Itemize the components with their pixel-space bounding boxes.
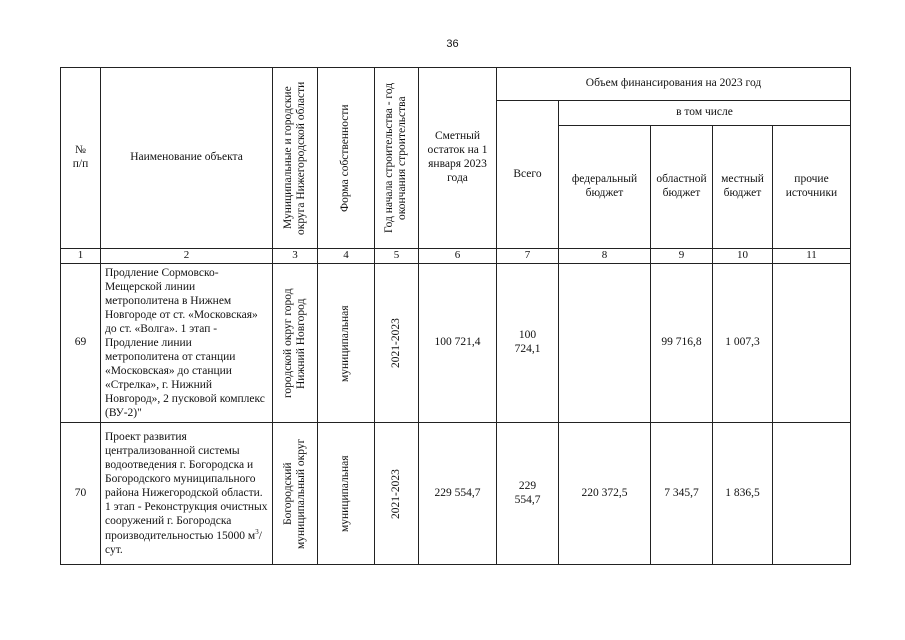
header-name: Наименование объекта	[101, 68, 273, 249]
header-num: № п/п	[61, 68, 101, 249]
header-row-1	[61, 68, 851, 101]
row-years: 2021-2023	[375, 264, 419, 423]
row-ownership: муниципальная	[318, 423, 375, 565]
col-number: 3	[273, 249, 318, 264]
header-municipality: Муниципальные и городские округа Нижегородской области	[273, 68, 318, 249]
column-numbers-row	[61, 249, 851, 264]
header-local: местный бюджет	[713, 126, 773, 249]
row-other	[773, 264, 851, 423]
col-number: 6	[419, 249, 497, 264]
header-regional: областной бюджет	[651, 126, 713, 249]
table-row	[61, 264, 851, 423]
row-ownership: муниципальная	[318, 264, 375, 423]
col-number: 9	[651, 249, 713, 264]
col-number: 4	[318, 249, 375, 264]
col-number: 2	[101, 249, 273, 264]
object-name: Проект развития централизованной системы водоотведения г. Богородска и Богородского муниципального района Нижегородской области. 1 этап - Реконструкция очистных сооружений г. Богородска производительностью 15000 $м^3$/сут.	[101, 423, 273, 565]
header-federal: федеральный бюджет	[559, 126, 651, 249]
row-local: 1 836,5	[713, 423, 773, 565]
header-total: Всего	[497, 101, 559, 249]
row-estimate: 100 721,4	[419, 264, 497, 423]
table-row	[61, 423, 851, 565]
col-number: 5	[375, 249, 419, 264]
row-num: 70	[61, 423, 101, 565]
row-total: 100 724,1	[497, 264, 559, 423]
row-regional: 99 716,8	[651, 264, 713, 423]
col-number: 8	[559, 249, 651, 264]
page-number: 36	[446, 38, 459, 50]
row-municipality: Богородский муниципальный округ	[273, 423, 318, 565]
object-name: Продление Сормовско-Мещерской линии метрополитена в Нижнем Новгороде от ст. «Московская» до ст. «Волга». 1 этап - Продление линии метрополитена от станции «Московская» до станции «Стрелка», г. Нижний Новгород», 2 пусковой комплекс (ВУ-2)"	[101, 264, 273, 423]
row-years: 2021-2023	[375, 423, 419, 565]
header-including: в том числе	[559, 101, 851, 126]
row-regional: 7 345,7	[651, 423, 713, 565]
header-estimate: Сметный остаток на 1 января 2023 года	[419, 68, 497, 249]
financing-table	[60, 67, 851, 565]
row-local: 1 007,3	[713, 264, 773, 423]
row-estimate: 229 554,7	[419, 423, 497, 565]
row-total: 229 554,7	[497, 423, 559, 565]
header-years: Год начала строительства - год окончания строительства	[375, 68, 419, 249]
row-num: 69	[61, 264, 101, 423]
row-other	[773, 423, 851, 565]
row-municipality: городской округ город Нижний Новгород	[273, 264, 318, 423]
header-ownership: Форма собственности	[318, 68, 375, 249]
header-other: прочие источники	[773, 126, 851, 249]
col-number: 10	[713, 249, 773, 264]
row-federal: 220 372,5	[559, 423, 651, 565]
row-federal	[559, 264, 651, 423]
col-number: 7	[497, 249, 559, 264]
col-number: 11	[773, 249, 851, 264]
col-number: 1	[61, 249, 101, 264]
header-financing: Объем финансирования на 2023 год	[497, 68, 851, 101]
